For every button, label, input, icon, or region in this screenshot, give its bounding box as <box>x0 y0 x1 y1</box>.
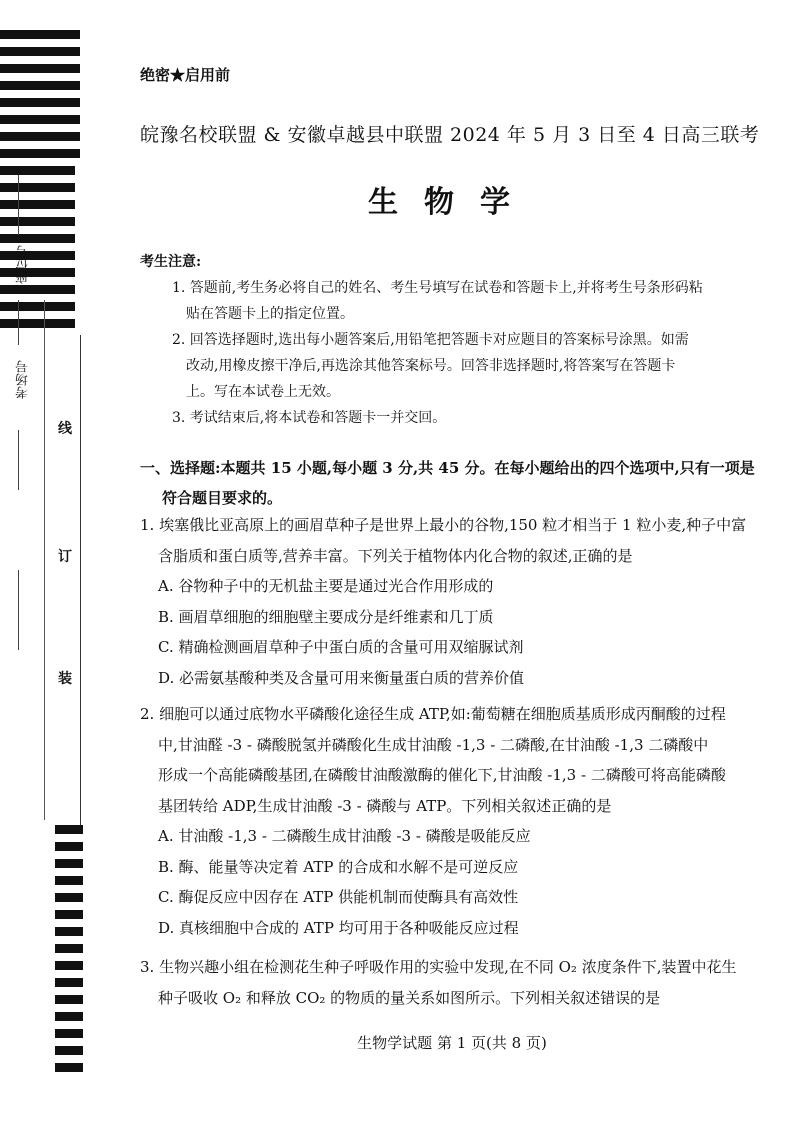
section-line: 符合题目要求的。 <box>162 489 283 507</box>
question-stem-line: 中,甘油醛 -3 - 磷酸脱氢并磷酸化生成甘油酸 -1,3 - 二磷酸,在甘油酸 -1,3 二磷酸中 <box>158 735 709 754</box>
notice-line: 改动,用橡皮擦干净后,再选涂其他答案标号。回答非选择题时,将答案写在答题卡 <box>186 358 676 374</box>
question-stem-line: 形成一个高能磷酸基团,在磷酸甘油酸激酶的催化下,甘油酸 -1,3 - 二磷酸可将高能磷酸 <box>158 766 726 784</box>
page-footer: 生物学试题 第 1 页(共 8 页) <box>357 1034 547 1052</box>
question-1 <box>140 510 780 693</box>
notice-line: 2. 回答选择题时,选出每小题答案后,用铅笔把答题卡对应题目的答案标号涂黑。如需 <box>172 332 689 348</box>
binding-line-label: 线 <box>58 421 72 437</box>
secret-mark: 绝密★启用前 <box>140 66 231 84</box>
option-a: A. 谷物种子中的无机盐主要是通过光合作用形成的 <box>158 577 494 595</box>
notice-line: 3. 考试结束后,将本试卷和答题卡一并交回。 <box>172 410 447 426</box>
binding-line <box>80 335 81 825</box>
option-a: A. 甘油酸 -1,3 - 二磷酸生成甘油酸 -3 - 磷酸是吸能反应 <box>158 827 531 845</box>
class-blank <box>18 570 19 650</box>
binding-ding-label: 订 <box>58 549 72 565</box>
option-c: C. 精确检测画眉草种子中蛋白质的含量可用双缩脲试剂 <box>158 638 524 656</box>
binding-line-inner <box>44 300 45 820</box>
name-blank <box>18 430 19 490</box>
binding-strip <box>0 0 95 1123</box>
binding-zhuang-label: 装 <box>58 671 72 687</box>
exam-blank <box>18 300 19 345</box>
question-stem-line: 含脂质和蛋白质等,营养丰富。下列关于植物体内化合物的叙述,正确的是 <box>158 546 633 565</box>
notice-heading: 考生注意: <box>140 254 202 270</box>
notice-line: 上。写在本试卷上无效。 <box>186 384 340 400</box>
question-stem-line: 2. 细胞可以通过底物水平磷酸化途径生成 ATP,如:葡萄糖在细胞质基质形成丙酮酸的过程 <box>140 705 726 723</box>
question-stem-line: 种子吸收 O₂ 和释放 CO₂ 的物质的量关系如图所示。下列相关叙述错误的是 <box>158 988 661 1007</box>
exam-no-label: 考场号 <box>16 360 31 399</box>
question-2 <box>140 699 780 943</box>
notice-line: 贴在答题卡上的指定位置。 <box>186 306 354 322</box>
question-stem-line: 3. 生物兴趣小组在检测花生种子呼吸作用的实验中发现,在不同 O₂ 浓度条件下,装置中花生 <box>140 958 737 976</box>
notice-list <box>172 275 772 431</box>
subject-title: 生物学 <box>368 185 536 220</box>
question-3 <box>140 952 780 1013</box>
option-b: B. 画眉草细胞的细胞壁主要成分是纤维素和几丁质 <box>158 607 494 626</box>
option-d: D. 真核细胞中合成的 ATP 均可用于各种吸能反应过程 <box>158 918 519 937</box>
exam-title: 皖豫名校联盟 & 安徽卓越县中联盟 2024 年 5 月 3 日至 4 日高三联考 <box>140 124 760 146</box>
seat-label: 座位号 <box>16 245 31 284</box>
section-heading <box>140 453 780 513</box>
section-line: 一、选择题:本题共 15 小题,每小题 3 分,共 45 分。在每小题给出的四个选项中,只有一项是 <box>140 459 755 477</box>
notice-line: 1. 答题前,考生务必将自己的姓名、考生号填写在试卷和答题卡上,并将考生号条形码粘 <box>172 280 703 296</box>
option-c: C. 酶促反应中因存在 ATP 供能机制而使酶具有高效性 <box>158 888 519 906</box>
option-b: B. 酶、能量等决定着 ATP 的合成和水解不是可逆反应 <box>158 857 519 876</box>
question-stem-line: 基团转给 ADP,生成甘油酸 -3 - 磷酸与 ATP。下列相关叙述正确的是 <box>158 796 612 815</box>
option-d: D. 必需氨基酸种类及含量可用来衡量蛋白质的营养价值 <box>158 668 525 687</box>
question-stem-line: 1. 埃塞俄比亚高原上的画眉草种子是世界上最小的谷物,150 粒才相当于 1 粒小麦,种子中富 <box>140 516 747 534</box>
